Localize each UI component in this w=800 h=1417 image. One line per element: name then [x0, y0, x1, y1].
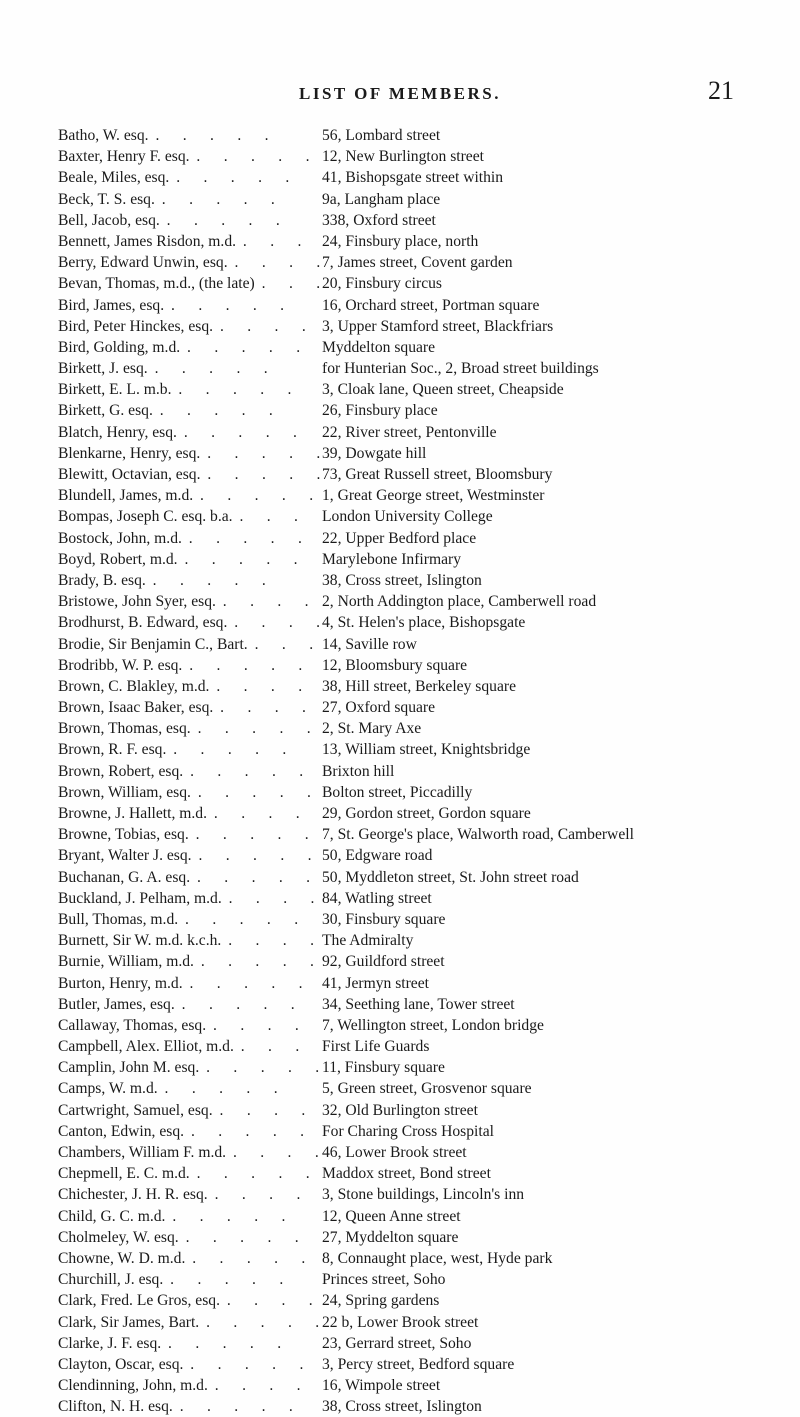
- member-name-cell: [58, 951, 320, 972]
- member-name: Baxter, Henry F. esq.: [58, 148, 193, 165]
- member-address: 3, Percy street, Bedford square: [320, 1354, 514, 1375]
- member-name-cell: [58, 761, 320, 782]
- member-address: 32, Old Burlington street: [320, 1100, 478, 1121]
- member-name: Birkett, E. L. m.b.: [58, 381, 174, 398]
- member-address: Myddelton square: [320, 337, 435, 358]
- list-item: [58, 1142, 778, 1163]
- member-name-cell: [58, 1121, 320, 1142]
- member-name: Buckland, J. Pelham, m.d.: [58, 890, 225, 907]
- member-address: Brixton hill: [320, 761, 394, 782]
- member-name: Clark, Sir James, Bart.: [58, 1314, 202, 1331]
- member-address: 24, Finsbury place, north: [320, 231, 478, 252]
- member-name: Blundell, James, m.d.: [58, 487, 196, 504]
- member-address: 4, St. Helen's place, Bishopsgate: [320, 612, 525, 633]
- member-name: Brodie, Sir Benjamin C., Bart.: [58, 636, 251, 653]
- member-name-cell: [58, 1015, 320, 1036]
- member-name: Bostock, John, m.d.: [58, 530, 185, 547]
- member-address: 13, William street, Knightsbridge: [320, 739, 530, 760]
- list-item: [58, 506, 778, 527]
- page-number: 21: [708, 76, 734, 105]
- member-name: Chambers, William F. m.d.: [58, 1144, 229, 1161]
- member-name: Browne, Tobias, esq.: [58, 826, 192, 843]
- member-name-cell: [58, 1375, 320, 1396]
- member-name: Child, G. C. m.d.: [58, 1208, 168, 1225]
- member-address: London University College: [320, 506, 493, 527]
- member-name-cell: [58, 1354, 320, 1375]
- list-item: [58, 1015, 778, 1036]
- member-address: 5, Green street, Grosvenor square: [320, 1078, 532, 1099]
- list-item: [58, 909, 778, 930]
- member-name-cell: [58, 295, 320, 316]
- member-address: 23, Gerrard street, Soho: [320, 1333, 471, 1354]
- list-item: [58, 697, 778, 718]
- member-name: Clarke, J. F. esq.: [58, 1335, 164, 1352]
- list-item: [58, 570, 778, 591]
- member-name-cell: [58, 697, 320, 718]
- list-item: [58, 210, 778, 231]
- list-item: [58, 655, 778, 676]
- member-name-cell: [58, 485, 320, 506]
- member-name: Clark, Fred. Le Gros, esq.: [58, 1292, 223, 1309]
- member-address: Maddox street, Bond street: [320, 1163, 491, 1184]
- member-name: Brown, Isaac Baker, esq.: [58, 699, 216, 716]
- member-address: 29, Gordon street, Gordon square: [320, 803, 531, 824]
- member-name: Birkett, J. esq.: [58, 360, 151, 377]
- list-item: [58, 1121, 778, 1142]
- member-name: Batho, W. esq.: [58, 127, 152, 144]
- list-item: [58, 761, 778, 782]
- member-name: Brown, William, esq.: [58, 784, 194, 801]
- member-address: Princes street, Soho: [320, 1269, 445, 1290]
- member-name: Bompas, Joseph C. esq. b.a.: [58, 508, 236, 525]
- member-name-cell: [58, 739, 320, 760]
- member-address: 2, North Addington place, Camberwell road: [320, 591, 596, 612]
- member-address: 34, Seething lane, Tower street: [320, 994, 515, 1015]
- member-name-cell: [58, 634, 320, 655]
- member-address: Marylebone Infirmary: [320, 549, 461, 570]
- member-name: Bird, Peter Hinckes, esq.: [58, 318, 216, 335]
- member-address: 38, Hill street, Berkeley square: [320, 676, 516, 697]
- list-item: [58, 1078, 778, 1099]
- member-address: 8, Connaught place, west, Hyde park: [320, 1248, 552, 1269]
- member-name: Beale, Miles, esq.: [58, 169, 172, 186]
- member-address: 338, Oxford street: [320, 210, 436, 231]
- member-name-cell: [58, 379, 320, 400]
- member-address: 1, Great George street, Westminster: [320, 485, 544, 506]
- member-name-cell: [58, 1396, 320, 1417]
- member-address: 73, Great Russell street, Bloomsbury: [320, 464, 552, 485]
- list-item: [58, 1184, 778, 1205]
- member-name: Brady, B. esq.: [58, 572, 149, 589]
- member-name: Browne, J. Hallett, m.d.: [58, 805, 210, 822]
- member-address: Bolton street, Piccadilly: [320, 782, 472, 803]
- list-item: [58, 930, 778, 951]
- member-name: Birkett, G. esq.: [58, 402, 156, 419]
- list-item: [58, 973, 778, 994]
- member-address: 2, St. Mary Axe: [320, 718, 421, 739]
- member-name-cell: [58, 1163, 320, 1184]
- member-name: Brodribb, W. P. esq.: [58, 657, 185, 674]
- member-list: [58, 125, 778, 1417]
- member-name-cell: [58, 1333, 320, 1354]
- list-item: [58, 1354, 778, 1375]
- member-name-cell: [58, 358, 320, 379]
- list-item: [58, 994, 778, 1015]
- member-address: 38, Cross street, Islington: [320, 1396, 482, 1417]
- member-address: 7, James street, Covent garden: [320, 252, 513, 273]
- list-item: [58, 1163, 778, 1184]
- member-address: 41, Bishopsgate street within: [320, 167, 503, 188]
- member-name-cell: [58, 591, 320, 612]
- member-name: Cartwright, Samuel, esq.: [58, 1102, 216, 1119]
- member-name-cell: [58, 782, 320, 803]
- member-address: 39, Dowgate hill: [320, 443, 426, 464]
- list-item: [58, 676, 778, 697]
- member-name: Boyd, Robert, m.d.: [58, 551, 181, 568]
- member-name: Bull, Thomas, m.d.: [58, 911, 181, 928]
- member-name-cell: [58, 867, 320, 888]
- member-address: 22, Upper Bedford place: [320, 528, 476, 549]
- member-name-cell: [58, 888, 320, 909]
- list-item: [58, 464, 778, 485]
- member-address: 3, Cloak lane, Queen street, Cheapside: [320, 379, 564, 400]
- member-name-cell: [58, 930, 320, 951]
- member-address: 12, Bloomsbury square: [320, 655, 467, 676]
- list-item: [58, 591, 778, 612]
- member-name: Buchanan, G. A. esq.: [58, 869, 193, 886]
- list-item: [58, 1248, 778, 1269]
- member-name-cell: [58, 210, 320, 231]
- list-item: [58, 1396, 778, 1417]
- member-name: Butler, James, esq.: [58, 996, 178, 1013]
- member-name: Chowne, W. D. m.d.: [58, 1250, 188, 1267]
- member-name-cell: [58, 1142, 320, 1163]
- member-address: 22 b, Lower Brook street: [320, 1312, 478, 1333]
- list-item: [58, 1333, 778, 1354]
- member-name: Bennett, James Risdon, m.d.: [58, 233, 239, 250]
- member-name: Bell, Jacob, esq.: [58, 212, 163, 229]
- member-address: 20, Finsbury circus: [320, 273, 442, 294]
- member-name-cell: [58, 909, 320, 930]
- member-address: 12, New Burlington street: [320, 146, 484, 167]
- list-item: [58, 146, 778, 167]
- member-name-cell: [58, 125, 320, 146]
- member-name-cell: [58, 231, 320, 252]
- member-name-cell: [58, 1184, 320, 1205]
- member-name: Cholmeley, W. esq.: [58, 1229, 182, 1246]
- running-title: LIST OF MEMBERS.: [298, 84, 501, 103]
- list-item: [58, 528, 778, 549]
- member-name-cell: [58, 189, 320, 210]
- list-item: [58, 231, 778, 252]
- list-item: [58, 888, 778, 909]
- member-name: Bevan, Thomas, m.d., (the late): [58, 275, 258, 292]
- member-name: Churchill, J. esq.: [58, 1271, 166, 1288]
- member-name: Burton, Henry, m.d.: [58, 975, 186, 992]
- member-name-cell: [58, 316, 320, 337]
- list-item: [58, 295, 778, 316]
- list-item: [58, 803, 778, 824]
- member-name: Canton, Edwin, esq.: [58, 1123, 187, 1140]
- member-name-cell: [58, 1290, 320, 1311]
- member-address: 16, Wimpole street: [320, 1375, 440, 1396]
- list-item: [58, 358, 778, 379]
- list-item: [58, 634, 778, 655]
- member-name: Burnie, William, m.d.: [58, 953, 197, 970]
- member-name-cell: [58, 824, 320, 845]
- member-name-cell: [58, 400, 320, 421]
- member-address: 92, Guildford street: [320, 951, 445, 972]
- member-name: Brown, Robert, esq.: [58, 763, 186, 780]
- list-item: [58, 379, 778, 400]
- member-name-cell: [58, 803, 320, 824]
- list-item: [58, 549, 778, 570]
- member-name: Callaway, Thomas, esq.: [58, 1017, 209, 1034]
- member-address: 3, Stone buildings, Lincoln's inn: [320, 1184, 524, 1205]
- member-name: Blatch, Henry, esq.: [58, 424, 180, 441]
- list-item: [58, 273, 778, 294]
- list-item: [58, 1375, 778, 1396]
- member-name-cell: [58, 146, 320, 167]
- member-address: 3, Upper Stamford street, Blackfriars: [320, 316, 553, 337]
- member-name: Bird, James, esq.: [58, 297, 167, 314]
- list-item: [58, 951, 778, 972]
- member-name: Bryant, Walter J. esq.: [58, 847, 195, 864]
- member-name-cell: [58, 570, 320, 591]
- member-name: Clayton, Oscar, esq.: [58, 1356, 186, 1373]
- member-address: 27, Myddelton square: [320, 1227, 458, 1248]
- member-name-cell: [58, 676, 320, 697]
- member-name-cell: [58, 528, 320, 549]
- member-name-cell: [58, 337, 320, 358]
- member-address: 30, Finsbury square: [320, 909, 445, 930]
- member-name-cell: [58, 718, 320, 739]
- member-name: Beck, T. S. esq.: [58, 191, 158, 208]
- member-name-cell: [58, 506, 320, 527]
- member-address: 16, Orchard street, Portman square: [320, 295, 539, 316]
- member-name-cell: [58, 443, 320, 464]
- member-address: 56, Lombard street: [320, 125, 440, 146]
- member-name-cell: [58, 1206, 320, 1227]
- member-address: 11, Finsbury square: [320, 1057, 445, 1078]
- member-address: 26, Finsbury place: [320, 400, 438, 421]
- member-name-cell: [58, 655, 320, 676]
- member-name: Camplin, John M. esq.: [58, 1059, 202, 1076]
- list-item: [58, 1227, 778, 1248]
- member-name: Clifton, N. H. esq.: [58, 1398, 176, 1415]
- member-address: 50, Edgware road: [320, 845, 432, 866]
- member-name-cell: [58, 167, 320, 188]
- member-address: 12, Queen Anne street: [320, 1206, 461, 1227]
- member-name-cell: [58, 845, 320, 866]
- member-name: Burnett, Sir W. m.d. k.c.h.: [58, 932, 224, 949]
- list-item: [58, 443, 778, 464]
- member-address: 46, Lower Brook street: [320, 1142, 467, 1163]
- member-address: 9a, Langham place: [320, 189, 440, 210]
- member-name: Chepmell, E. C. m.d.: [58, 1165, 193, 1182]
- member-name-cell: [58, 1057, 320, 1078]
- member-name: Bristowe, John Syer, esq.: [58, 593, 219, 610]
- member-address: 14, Saville row: [320, 634, 417, 655]
- member-address: 7, St. George's place, Walworth road, Camberwell: [320, 824, 634, 845]
- member-name: Blenkarne, Henry, esq.: [58, 445, 203, 462]
- list-item: [58, 252, 778, 273]
- member-address: First Life Guards: [320, 1036, 429, 1057]
- list-item: [58, 1269, 778, 1290]
- member-name: Berry, Edward Unwin, esq.: [58, 254, 231, 271]
- member-name: Brown, Thomas, esq.: [58, 720, 194, 737]
- member-name-cell: [58, 464, 320, 485]
- member-address: for Hunterian Soc., 2, Broad street buildings: [320, 358, 599, 379]
- member-name: Clendinning, John, m.d.: [58, 1377, 211, 1394]
- list-item: [58, 718, 778, 739]
- list-item: [58, 167, 778, 188]
- member-name-cell: [58, 1036, 320, 1057]
- member-name: Chichester, J. H. R. esq.: [58, 1186, 211, 1203]
- list-item: [58, 782, 778, 803]
- list-item: [58, 739, 778, 760]
- member-name: Blewitt, Octavian, esq.: [58, 466, 203, 483]
- member-name-cell: [58, 1078, 320, 1099]
- member-address: 22, River street, Pentonville: [320, 422, 497, 443]
- member-name-cell: [58, 1269, 320, 1290]
- list-item: [58, 1206, 778, 1227]
- list-item: [58, 422, 778, 443]
- member-name-cell: [58, 252, 320, 273]
- member-address: 7, Wellington street, London bridge: [320, 1015, 544, 1036]
- member-address: 41, Jermyn street: [320, 973, 429, 994]
- member-address: 38, Cross street, Islington: [320, 570, 482, 591]
- list-item: [58, 1100, 778, 1121]
- member-address: 50, Myddleton street, St. John street road: [320, 867, 579, 888]
- list-item: [58, 337, 778, 358]
- list-item: [58, 612, 778, 633]
- member-name-cell: [58, 422, 320, 443]
- member-name: Brown, R. F. esq.: [58, 741, 169, 758]
- member-name-cell: [58, 1100, 320, 1121]
- member-name: Brodhurst, B. Edward, esq.: [58, 614, 230, 631]
- list-item: [58, 485, 778, 506]
- member-name-cell: [58, 1312, 320, 1333]
- list-item: [58, 1290, 778, 1311]
- list-item: [58, 867, 778, 888]
- member-name: Bird, Golding, m.d.: [58, 339, 183, 356]
- member-name-cell: [58, 973, 320, 994]
- list-item: [58, 1057, 778, 1078]
- member-address: 24, Spring gardens: [320, 1290, 439, 1311]
- list-item: [58, 1036, 778, 1057]
- list-item: [58, 1312, 778, 1333]
- member-address: The Admiralty: [320, 930, 413, 951]
- member-name-cell: [58, 273, 320, 294]
- list-item: [58, 824, 778, 845]
- list-item: [58, 400, 778, 421]
- list-item: [58, 125, 778, 146]
- member-name-cell: [58, 1227, 320, 1248]
- member-name: Campbell, Alex. Elliot, m.d.: [58, 1038, 237, 1055]
- member-name-cell: [58, 612, 320, 633]
- member-address: For Charing Cross Hospital: [320, 1121, 494, 1142]
- member-address: 84, Watling street: [320, 888, 432, 909]
- member-name-cell: [58, 549, 320, 570]
- member-name: Camps, W. m.d.: [58, 1080, 161, 1097]
- list-item: [58, 845, 778, 866]
- member-address: 27, Oxford square: [320, 697, 435, 718]
- member-name-cell: [58, 994, 320, 1015]
- member-name: Brown, C. Blakley, m.d.: [58, 678, 212, 695]
- page-header: [0, 76, 800, 116]
- member-name-cell: [58, 1248, 320, 1269]
- list-item: [58, 189, 778, 210]
- list-item: [58, 316, 778, 337]
